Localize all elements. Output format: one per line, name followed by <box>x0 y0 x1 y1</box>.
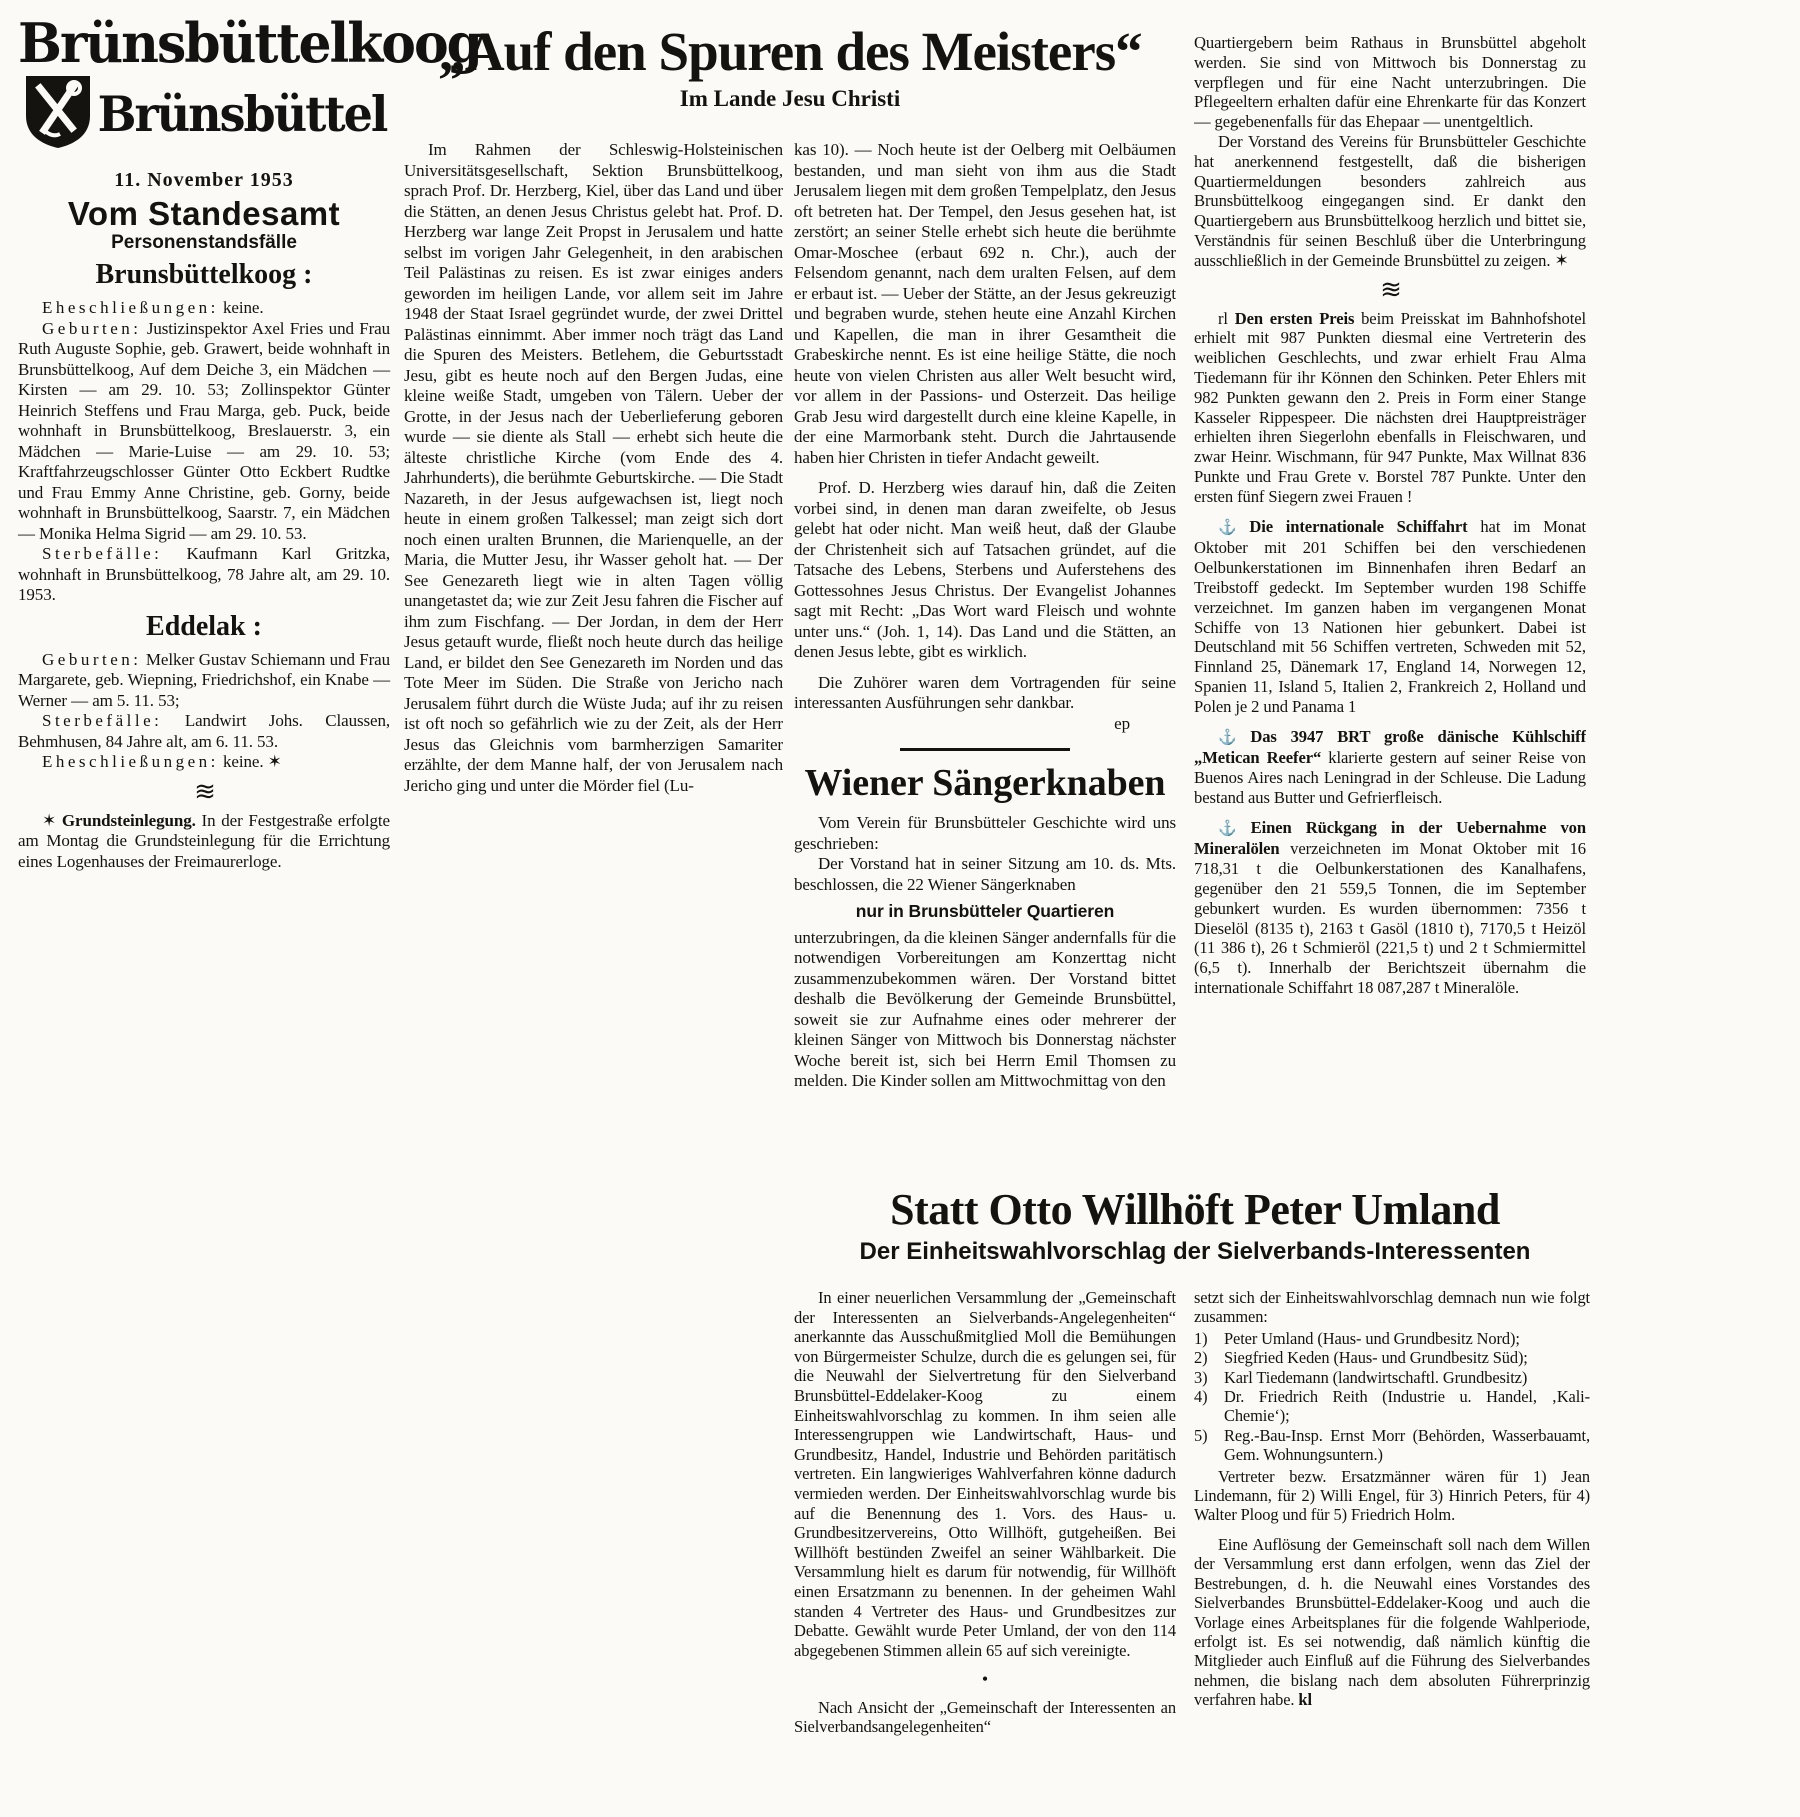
standesamt-subtitle: Personenstandsfälle <box>111 232 297 253</box>
right-news-column <box>1194 33 1586 1183</box>
grundsteinlegung-note: ✶ Grundsteinlegung. In der Festgestraße erfolgte am Montag die Grundsteinlegung für die Errichtung eines Logenhauses der Freimaurerloge. <box>18 810 390 871</box>
article-signature: ep <box>1114 713 1130 733</box>
umland-column-left <box>794 1288 1176 1816</box>
main-headline: „Auf den Spuren des Meisters“ <box>438 21 1142 82</box>
standesamt-title: Vom Standesamt <box>67 195 341 232</box>
issue-date: 11. November 1953 <box>114 169 294 191</box>
anchor-icon: ⚓ <box>1218 729 1247 746</box>
main-subhead: Im Lande Jesu Christi <box>679 86 901 111</box>
saenger-p2: Der Vorstand hat in seiner Sitzung am 10. ds. Mts. beschlossen, die 22 Wiener Sängerknaben <box>794 854 1176 894</box>
paragraph-sterbefaelle-eddelak: Sterbefälle: Landwirt Johs. Claussen, Behmhusen, 84 Jahre alt, am 6. 11. 53. <box>18 711 390 751</box>
standesamt-brunsbuettelkoog-body <box>18 298 390 606</box>
paragraph-sterbefaelle: Sterbefälle: Kaufmann Karl Gritzka, wohnhaft in Brunsbüttelkoog, 78 Jahre alt, am 29. 10. 1953. <box>18 544 390 604</box>
anchor-icon: ⚓ <box>1218 820 1247 837</box>
umland-left-p2: Nach Ansicht der „Gemeinschaft der Interessenten an Sielverbandsangelegenheiten“ <box>794 1697 1176 1737</box>
article-column-b <box>794 140 1176 1185</box>
paragraph-geburten-eddelak: Geburten: Melker Gustav Schiemann und Frau Margarete, geb. Wiepning, Friedrichshof, ein Knabe — Werner — am 5. 11. 53; <box>18 649 390 710</box>
paragraph-eheschliessungen: Eheschließungen: keine. <box>42 298 264 317</box>
umland-headline: Statt Otto Willhöft Peter Umland <box>890 1185 1500 1234</box>
section-heading-eddelak: Eddelak : <box>146 610 262 642</box>
preisskat-item: rl Den ersten Preis beim Preisskat im Bahnhofshotel erhielt mit 987 Punkten diesmal eine Vertreterin des weiblichen Geschlechts, und zwar erhielt Frau Alma Tiedemann für ihr Können den Schinken. Peter Ehlers mit 982 Punkten gewann den 2. Preis in Form einer Stange Kasseler Rippespeer. Die nächsten drei Hauptpreisträger erhielten ihren Siegerlohn ebenfalls in Fleischwaren, und zwar Heinr. Wischmann, für 947 Punkte, Max Willnat 836 Punkte und Frau Grete v. Borstel 787 Punkte. Unter den ersten fünf Siegern zwei Frauen ! <box>1194 308 1586 506</box>
saenger-emphasis-line: nur in Brunsbütteler Quartieren <box>855 901 1115 921</box>
mineraloel-item: ⚓ Einen Rückgang in der Uebernahme von Mineralölen verzeichneten im Monat Oktober mit 16 718,31 t die Oelbunkerstationen des Kanalhafens, gegenüber den 21 559,5 Tonnen, die im September gebunkert wurden. Es wurden übernommen: 7356 t Dieselöl (8135 t), 2163 t Gasöl (1810 t), 7170,5 t Heizöl (11 386 t), 26 t Schmieröl (221,5 t) und 2 t Schmiermittel (6,5 t). Innerhalb der Berichtszeit übernahm die internationale Schiffahrt 18 087,287 t Mineralöle. <box>1194 817 1586 998</box>
anchor-icon: ⚓ <box>1218 519 1246 536</box>
article-text-b3: Die Zuhörer waren dem Vortragenden für seine interessanten Ausführungen sehr dankbar. <box>794 672 1176 712</box>
article-text-b2: Prof. D. Herzberg wies darauf hin, daß die Zeiten vorbei sind, in denen man daran zweifelte, ob Jesus gelebt hat oder nicht. Man weiß heut, daß der Glaube der Christenheit sich auf Tatsachen gründet, auf die Tatsache des Lebens, Sterbens und Auferstehens des Gottessohnes Jesus Christus. Der Evangelist Johannes sagt mit Recht: „Das Wort ward Fleisch und wohnte unter uns.“ (Joh. 1, 14). Das Land und die Stätten, an denen Jesus lebte, gibt es wirklich. <box>794 478 1176 661</box>
list-item: 4) Dr. Friedrich Reith (Industrie u. Handel, ‚Kali-Chemie‘); <box>1194 1387 1590 1426</box>
umland-vertreter: Vertreter bezw. Ersatzmänner wären für 1) Jean Lindemann, für 2) Willi Engel, für 3) Hinrich Peters, für 4) Walter Ploog und für 5) Friedrich Holm. <box>1194 1466 1590 1525</box>
umland-column-right <box>1194 1288 1590 1816</box>
list-item: 2) Siegfried Keden (Haus- und Grundbesitz Süd); <box>1194 1348 1528 1368</box>
umland-right-intro: setzt sich der Einheitswahlvorschlag demnach nun wie folgt zusammen: <box>1194 1288 1590 1327</box>
main-article-header <box>398 22 1182 112</box>
town-crest-icon <box>22 72 94 155</box>
masthead-title-line2: Brünsbüttel <box>97 85 387 142</box>
section-divider-rule <box>900 748 1070 751</box>
bullet-divider-icon: • <box>981 1669 989 1690</box>
star-icon: ✶ <box>267 752 282 771</box>
saenger-p3: unterzubringen, da die kleinen Sänger andernfalls für die notwendigen Vorbereitungen am Konzerttag nicht zusammenzubekommen wären. Der Vorstand bittet deshalb die Bevölkerung der Gemeinde Brunsbüttel, soweit sie zur Aufnahme eines oder mehrerer der kleinen Sänger von Mittwoch bis Donnerstag nächster Woche bereit ist, sich bei Herrn Emil Thomsen zu melden. Die Kinder sollen am Mittwochmittag von den <box>794 927 1176 1090</box>
umland-left-p1: In einer neuerlichen Versammlung der „Gemeinschaft der Interessenten an Sielverbands-Angelegenheiten“ anerkannte das Ausschußmitglied Moll die Bemühungen von Bürgermeister Schulze, durch die es gelungen sei, für die Neuwahl der Sielvertretung für den Sielverband Brunsbüttel-Eddelaker-Koog zu einem Einheitswahlvorschlag zu kommen. In ihm seien alle Interessengruppen wie Landwirtschaft, Haus- und Grundbesitz, Handel, Industrie und Behörden paritätisch vertreten. Ein langwieriges Wahlverfahren könne dadurch vermieden werden. Der Einheitswahlvorschlag wurde bis auf die Benennung des 1. Vors. des Haus- u. Grundbesitzervereins, Otto Willhöft, gutgeheißen. Bei Willhöft bestünden Zweifel an seiner Wählbarkeit. Die Versammlung hielt es darum für notwendig, für Willhöft einen Ersatzmann zu benennen. In der geheimen Wahl standen 4 Vertreter des Haus- und Grundbesitzes zur Debatte. Gewählt wurde Peter Umland, der von den 114 abgegebenen Stimmen allein 65 auf sich vereinigte. <box>794 1288 1176 1660</box>
section-heading-brunsbuettelkoog: Brunsbüttelkoog : <box>95 259 313 290</box>
saenger-p1: Vom Verein für Brunsbütteler Geschichte wird uns geschrieben: <box>794 813 1176 853</box>
star-icon: ✶ <box>42 810 57 830</box>
quartier-p1: Quartiergebern beim Rathaus in Brunsbüttel abgeholt werden. Sie sind von Mittwoch bis Donnerstag zu verpflegen und für eine Nacht unterzubringen. Die Pflegeeltern erhalten dafür eine Ehrenkarte für das Konzert — gegebenenfalls für das Ehepaar — unentgeltlich. <box>1194 33 1586 132</box>
quartier-p2: Der Vorstand des Vereins für Brunsbütteler Geschichte hat anerkennend festgestellt, daß die bisherigen Quartiermeldungen besonders zahlreich aus Brunsbüttelkoog eingegangen sind. Er dankt den Quartiergebern aus Brunsbüttelkoog herzlich und bittet sie, Verständnis für seinen Beschluß über die Unterbringung ausschließlich in der Gemeinde Brunsbüttel zu zeigen. ✶ <box>1194 131 1586 270</box>
kuehlschiff-item: ⚓ Das 3947 BRT große dänische Kühlschiff „Metican Reefer“ klarierte gestern auf seiner Reise von Buenos Aires nach Leningrad in der Schleuse. Die Ladung bestand aus Butter und Gefrierfleisch. <box>1194 726 1586 807</box>
list-item: 1) Peter Umland (Haus- und Grundbesitz Nord); <box>1194 1328 1520 1348</box>
umland-subhead: Der Einheitswahlvorschlag der Sielverbands-Interessenten <box>859 1238 1531 1265</box>
umland-signature: kl <box>1298 1690 1312 1710</box>
star-icon: ✶ <box>1554 250 1569 270</box>
article-text-b1: kas 10). — Noch heute ist der Oelberg mit Oelbäumen bestanden, und man sieht von ihm aus die Stadt Jerusalem liegen mit dem großen Tempelplatz, den Jesus oft betreten hat. Der Tempel, den Jesus gesehen hat, ist zerstört; an seiner Stelle erhebt sich heute die berühmte Omar-Moschee (erbaut 692 n. Chr.), auch der Felsendom genannt, nach dem uralten Felsen, auf dem er erbaut ist. — Ueber der Stätte, an der Jesus gekreuzigt und begraben wurde, stehen heute eine Anzahl Kirchen und Kapellen, die man in ihrer Gesamtheit die Grabeskirche nennt. Es ist eine heilige Stätte, die noch heute von vielen Christen aus aller Welt besucht wird, vor allem in der Passions- und Osterzeit. Das heilige Grab Jesu wird dargestellt durch eine kleine Kapelle, in der eine Marmorbank steht. Durch die Jahrtausende haben hier Christen in tiefer Andacht geweilt. <box>794 140 1176 467</box>
masthead-title-line1: Brünsbüttelkoog <box>18 11 482 76</box>
standesamt-eddelak-body <box>18 650 390 773</box>
paragraph-eheschliessungen-eddelak: Eheschließungen: keine. ✶ <box>42 752 282 771</box>
schiffahrt-item: ⚓ Die internationale Schiffahrt hat im Monat Oktober mit 201 Schiffen bei den verschiedenen Oelbunkerstationen im Binnenhafen ihren Bedarf an Treibstoff gedeckt. Im September wurden 198 Schiffe verzeichnet. Im ganzen haben im vergangenen Monat Schiffe von 13 Nationen hier gebunkert. Dabei ist Deutschland mit 56 Schiffen vertreten, Schweden mit 52, Finnland 25, Dänemark 17, England 14, Norwegen 12, Spanien 11, Island 5, Italien 2, Frankreich 2, Holland und Polen je 2 und Panama 1 <box>1194 516 1586 716</box>
umland-article-header <box>790 1186 1600 1266</box>
list-item: 5) Reg.-Bau-Insp. Ernst Morr (Behörden, Wasserbauamt, Gem. Wohnungsuntern.) <box>1194 1425 1590 1465</box>
candidate-list <box>1194 1329 1590 1465</box>
umland-right-p2: Eine Auflösung der Gemeinschaft soll nach dem Willen der Versammlung erst dann erfolgen, wenn das Ziel der Bestrebungen, d. h. die Neuwahl eines Vorstandes des Sielverbandes Brunsbüttel-Eddelaker-Koog und auch die Vorlage eines Arbeitsplanes für die folgende Wahlperiode, erfolgt ist. Es sei notwendig, daß nämlich künftig die Mitglieder auch Einfluß auf die Führung des Sielverbandes nehmen, die bislang nach dem absoluten Führerprinzig verfahren habe. kl <box>1194 1534 1590 1710</box>
wave-divider-icon: ≋ <box>194 776 214 806</box>
list-item: 3) Karl Tiedemann (landwirtschaftl. Grundbesitz) <box>1194 1367 1528 1387</box>
paragraph-geburten: Geburten: Justizinspektor Axel Fries und Frau Ruth Auguste Sophie, geb. Grawert, beide wohnhaft in Brunsbüttelkoog, Auf dem Deiche 3, ein Mädchen — Kirsten — am 29. 10. 53; Zollinspektor Günter Heinrich Steffens und Frau Marga, geb. Puck, beide wohnhaft in Brunsbüttelkoog, Breslauerstr. 3, ein Mädchen — Marie-Luise — am 29. 10. 53; Kraftfahrzeugschlosser Günter Otto Eckbert Rudtke und Frau Emmy Anne Christine, geb. Gorny, beide wohnhaft in Brunsbüttelkoog, Saarstr. 7, ein Mädchen — Monika Helma Sigrid — am 29. 10. 53. <box>18 318 390 543</box>
wave-divider-icon: ≋ <box>1380 274 1400 304</box>
article-column-a <box>404 140 783 940</box>
masthead <box>18 11 482 872</box>
saengerknaben-headline: Wiener Sängerknaben <box>804 762 1166 804</box>
article-text-a: Im Rahmen der Schleswig-Holsteinischen Universitätsgesellschaft, Sektion Brunsbüttelkoog, sprach Prof. Dr. Herzberg, Kiel, über das Land und über die Stätten, an denen Jesus Christus gelebt hat. Prof. D. Herzberg war lange Zeit Propst in Jerusalem und hatte selbst im vorigen Jahr Gelegenheit, in den arabischen Teil Palästinas zu reisen. Es ist zwar einiges anders geworden im heiligen Lande, vor allem seit im Jahre 1948 der Staat Israel gegründet wurde, der zwei Drittel Palästinas einnimmt. Aber immer noch trägt das Land die Spuren des Meisters. Betlehem, die Geburtsstadt Jesu, gibt es heute noch auf den Bergen Judas, eine kleine weiße Stadt, umgeben von Tälern. Ueber der Grotte, in der Jesus nach der Ueberlieferung geboren wurde — sie diente als Stall — erhebt sich heute die älteste christliche Kirche (vom Ende des 4. Jahrhunderts), die berühmte Geburtskirche. — Die Stadt Nazareth, in der Jesus aufgewachsen ist, liegt noch heute in einem großen Talkessel; man zeigt sich dort noch einen uralten Brunnen, die Marienquelle, an der Maria, die Mutter Jesu, ihr Wasser geholt hat. — Der See Genezareth liegt wie in alten Tagen völlig unangetastet da; wie zur Zeit Jesu fahren die Fischer auf ihm zum Fischfang. — Der Jordan, in dem der Herr Jesus getauft wurde, fließt noch heute durch das heilige Land, er bildet den See Genezareth im Norden und das Tote Meer im Süden. Die Straße von Jericho nach Jerusalem führt durch die Wüste Juda; auf ihr zu reisen ist oft noch so gefährlich wie zu der Zeit, als der Herr Jesus das Gleichnis vom barmherzigen Samariter erzählte, der dem Manne half, der von Jerusalem nach Jericho ging und unter die Mörder fiel (Lu- <box>404 140 783 795</box>
